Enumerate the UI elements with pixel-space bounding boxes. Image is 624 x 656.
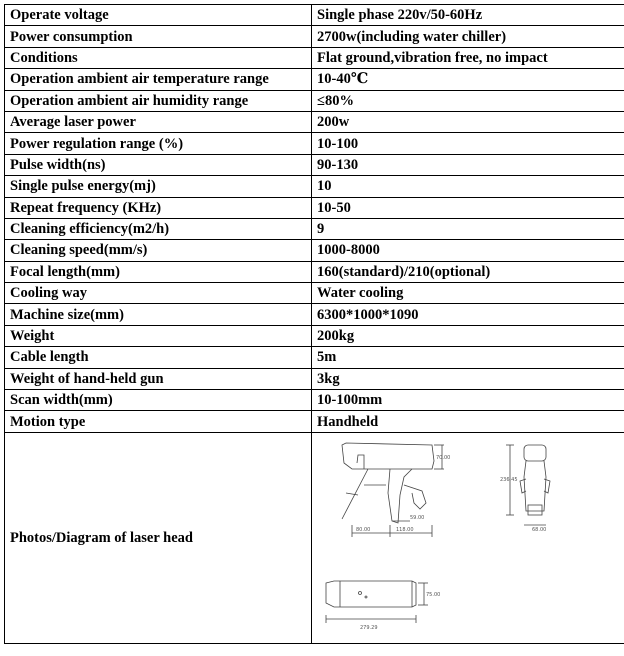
dim-side-grip: 59.00 — [410, 514, 425, 521]
spec-label: Power consumption — [5, 26, 312, 47]
spec-value: 10-100 — [312, 133, 624, 154]
dim-front-height: 236.45 — [500, 476, 518, 483]
spec-label: Weight of hand-held gun — [5, 368, 312, 389]
spec-label: Weight — [5, 325, 312, 346]
spec-value: 10-50 — [312, 197, 624, 218]
spec-label: Machine size(mm) — [5, 304, 312, 325]
spec-row-8 — [5, 154, 624, 175]
spec-row-19 — [5, 390, 624, 411]
dim-side-height: 70.00 — [436, 454, 451, 461]
spec-value: ≤80% — [312, 90, 624, 111]
spec-row-6 — [5, 111, 624, 132]
spec-value: 10 — [312, 176, 624, 197]
spec-value: Handheld — [312, 411, 624, 432]
spec-row-17 — [5, 347, 624, 368]
spec-row-1 — [5, 5, 624, 26]
spec-value: 9 — [312, 218, 624, 239]
spec-label: Power regulation range (%) — [5, 133, 312, 154]
dim-top-height: 75.00 — [426, 591, 441, 598]
spec-label: Operate voltage — [5, 5, 312, 26]
front-view-body — [524, 461, 546, 511]
spec-row-12 — [5, 240, 624, 261]
spec-row-15 — [5, 304, 624, 325]
front-view-head — [524, 445, 546, 461]
spec-row-13 — [5, 261, 624, 282]
spec-label: Scan width(mm) — [5, 390, 312, 411]
photo-label: Photos/Diagram of laser head — [5, 432, 312, 643]
photo-row — [5, 432, 624, 643]
side-view-handle — [388, 469, 412, 523]
spec-value: 1000-8000 — [312, 240, 624, 261]
spec-value: 200w — [312, 111, 624, 132]
laser-head-drawing — [312, 433, 618, 643]
spec-sheet — [4, 4, 617, 647]
spec-label: Single pulse energy(mj) — [5, 176, 312, 197]
spec-label: Focal length(mm) — [5, 261, 312, 282]
dim-side-width-a: 80.00 — [356, 526, 371, 533]
spec-row-18 — [5, 368, 624, 389]
spec-row-2 — [5, 26, 624, 47]
photo-cell — [312, 432, 624, 643]
spec-value: 200kg — [312, 325, 624, 346]
spec-value: Water cooling — [312, 283, 624, 304]
spec-value: 160(standard)/210(optional) — [312, 261, 624, 282]
spec-row-11 — [5, 218, 624, 239]
spec-label: Motion type — [5, 411, 312, 432]
spec-row-14 — [5, 283, 624, 304]
spec-value: Single phase 220v/50-60Hz — [312, 5, 624, 26]
spec-label: Cooling way — [5, 283, 312, 304]
dim-top-length: 279.29 — [360, 624, 378, 631]
spec-value: 10-40℃ — [312, 69, 624, 90]
spec-label: Cleaning speed(mm/s) — [5, 240, 312, 261]
spec-row-4 — [5, 69, 624, 90]
laser-head-diagram — [312, 433, 618, 643]
spec-row-7 — [5, 133, 624, 154]
spec-value: 10-100mm — [312, 390, 624, 411]
spec-row-3 — [5, 47, 624, 68]
top-view-body — [326, 581, 416, 607]
spec-label: Conditions — [5, 47, 312, 68]
spec-value: 2700w(including water chiller) — [312, 26, 624, 47]
spec-label: Average laser power — [5, 111, 312, 132]
spec-value: 90-130 — [312, 154, 624, 175]
spec-label: Pulse width(ns) — [5, 154, 312, 175]
spec-label: Cleaning efficiency(m2/h) — [5, 218, 312, 239]
spec-value: Flat ground,vibration free, no impact — [312, 47, 624, 68]
spec-table-body — [5, 5, 624, 644]
spec-value: 3kg — [312, 368, 624, 389]
spec-row-5 — [5, 90, 624, 111]
spec-value: 5m — [312, 347, 624, 368]
dim-side-width-b: 118.00 — [396, 526, 414, 533]
spec-table — [4, 4, 624, 644]
spec-row-20 — [5, 411, 624, 432]
spec-label: Repeat frequency (KHz) — [5, 197, 312, 218]
spec-value: 6300*1000*1090 — [312, 304, 624, 325]
spec-label: Cable length — [5, 347, 312, 368]
spec-label: Operation ambient air temperature range — [5, 69, 312, 90]
side-view-head — [342, 443, 434, 469]
spec-row-16 — [5, 325, 624, 346]
spec-label: Operation ambient air humidity range — [5, 90, 312, 111]
spec-row-9 — [5, 176, 624, 197]
spec-row-10 — [5, 197, 624, 218]
dim-front-width: 68.00 — [532, 526, 547, 533]
